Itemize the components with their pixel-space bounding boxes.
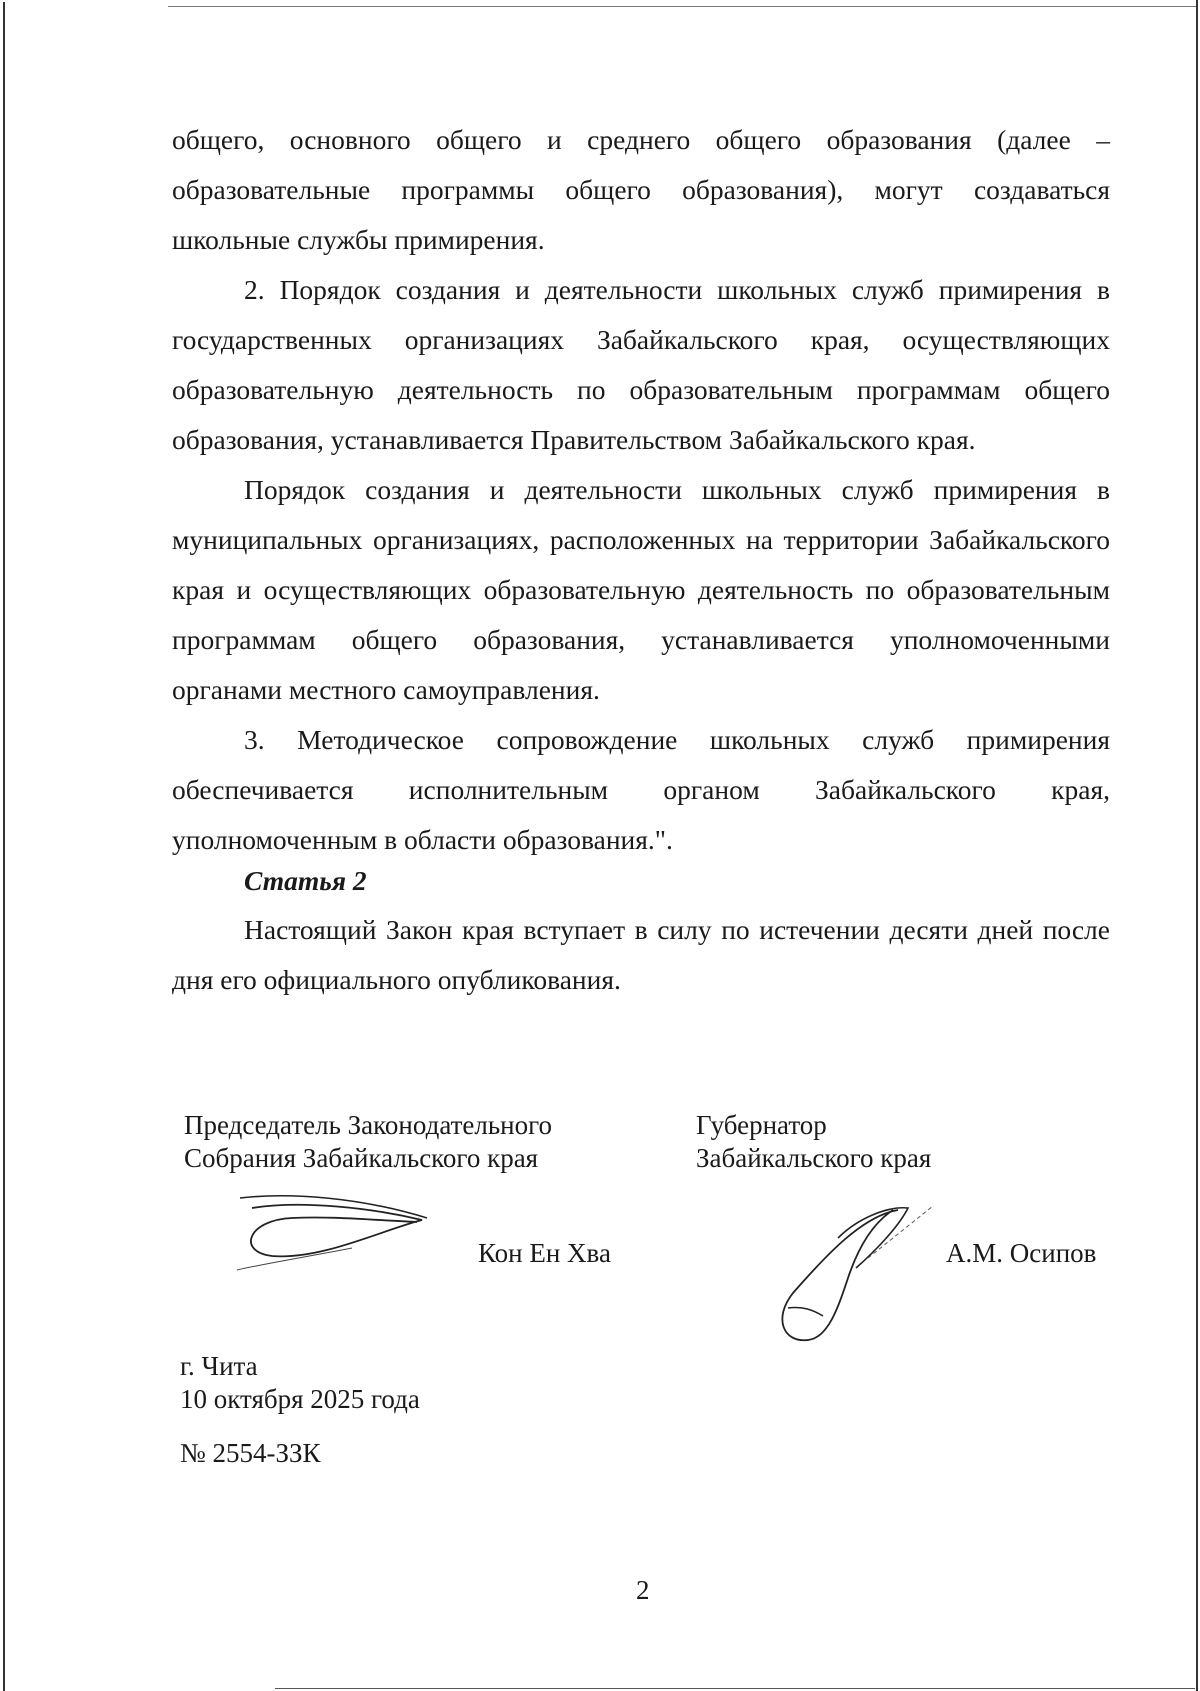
paragraph-3: Порядок создания и деятельности школьных служб примирения в муниципальных организациях, расположенных на территории Забайкальского края и осуществляющих образовательную деятельность по образовательным программам общего образования, устанавливается уполномоченными органами местного самоуправления. — [172, 474, 1110, 705]
paragraph-4: 3. Методическое сопровождение школьных служб примирения обеспечивается исполнительным органом Забайкальского края, уполномоченным в области образования.". — [172, 724, 1110, 855]
left-title-line-2: Собрания Забайкальского края — [184, 1143, 539, 1173]
paragraph-2: 2. Порядок создания и деятельности школьных служб примирения в государственных организациях Забайкальского края, осуществляющих образовательную деятельность по образовательным программам общего образования, устанавливается Правительством Забайкальского края. — [172, 274, 1110, 455]
page-number: 2 — [636, 1575, 650, 1605]
right-handwritten-signature — [768, 1198, 948, 1348]
right-signatory-name: А.М. Осипов — [946, 1238, 1097, 1268]
place-and-date — [180, 1350, 420, 1416]
left-signatory-title — [184, 1109, 552, 1175]
top-edge-line — [168, 6, 1198, 7]
paragraph-1: общего, основного общего и среднего общего образования (далее – образовательные программы общего образования), могут создаваться школьные службы примирения. — [172, 124, 1110, 255]
right-edge-line — [1196, 0, 1198, 1691]
left-title-line-1: Председатель Законодательного — [184, 1110, 553, 1140]
right-title-line-2: Забайкальского края — [696, 1143, 932, 1173]
body-text — [172, 115, 1110, 865]
article-2-text — [172, 905, 1110, 1005]
article-2-heading: Статья 2 — [244, 865, 367, 896]
date: 10 октября 2025 года — [180, 1384, 420, 1414]
right-title-line-1: Губернатор — [696, 1110, 827, 1140]
left-handwritten-signature — [232, 1190, 432, 1280]
city: г. Чита — [180, 1351, 258, 1381]
left-signatory-name: Кон Ен Хва — [478, 1238, 611, 1268]
left-edge-line — [3, 2, 5, 1691]
law-number: № 2554-ЗЗК — [180, 1438, 321, 1468]
bottom-edge-line — [275, 1688, 1195, 1689]
right-signatory-title — [696, 1109, 931, 1175]
article-2-paragraph: Настоящий Закон края вступает в силу по истечении десяти дней после дня его официального опубликования. — [172, 914, 1110, 995]
